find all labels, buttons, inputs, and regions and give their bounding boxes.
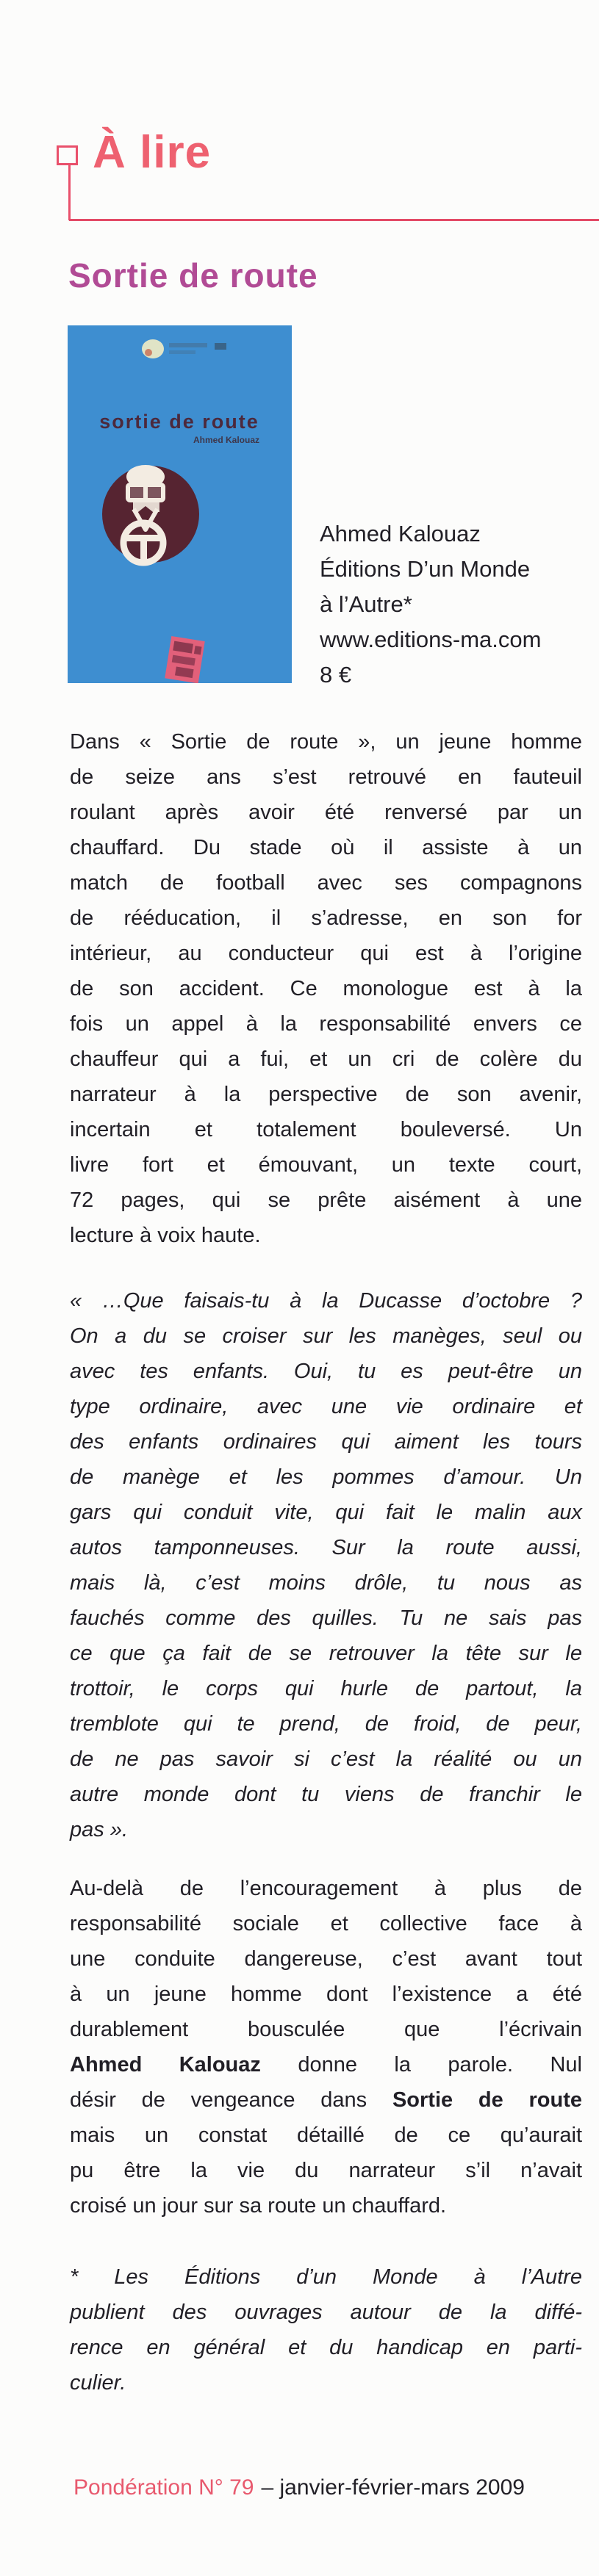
text-line: une conduite dangereuse, c’est avant tout — [70, 1947, 582, 1971]
book-cover-art — [68, 325, 292, 683]
text-line: durablement bousculée que l’écrivain — [70, 2018, 582, 2041]
text-line: * Les Éditions d’un Monde à l’Autre — [70, 2265, 582, 2289]
text-line: ce que ça fait de se retrouver la tête sur le — [70, 1642, 582, 1665]
text-line: de seize ans s’est retrouvé en fauteuil — [70, 765, 582, 789]
book-price: 8 € — [320, 662, 352, 688]
text-line: type ordinaire, avec une vie ordinaire et — [70, 1395, 582, 1418]
text-line: gars qui conduit vite, qui fait le malin aux — [70, 1501, 582, 1524]
paragraph-4 — [70, 2259, 582, 2400]
section-rule — [69, 219, 599, 221]
text-line: lecture à voix haute. — [70, 1224, 261, 1247]
book-author: Ahmed Kalouaz — [320, 521, 481, 546]
book-cover — [68, 325, 292, 683]
text-line — [70, 2082, 582, 2118]
text-line: mais un constat détaillé de ce qu’aurait — [70, 2124, 582, 2147]
text-line: livre fort et émouvant, un texte court, — [70, 1153, 582, 1177]
section-marker-line — [68, 163, 71, 220]
text-line: match de football avec ses compagnons — [70, 871, 582, 895]
text: désir de vengeance dans — [70, 2088, 392, 2112]
text-line: rence en général et du handicap en parti- — [70, 2336, 582, 2359]
section-marker-square-icon — [57, 145, 78, 165]
cover-figure-icon — [102, 465, 199, 563]
paragraph-2 — [70, 1283, 582, 1847]
footer-date: – janvier-février-mars 2009 — [261, 2475, 525, 2500]
text-line: On a du se croiser sur les manèges, seul ou — [70, 1324, 582, 1348]
text-line: chauffeur qui a fui, et un cri de colère du — [70, 1047, 582, 1071]
text-line: pu être la vie du narrateur s’il n’avait — [70, 2159, 582, 2182]
text-line: de rééducation, il s’adresse, en son for — [70, 906, 582, 930]
text-line: responsabilité sociale et collective face à — [70, 1912, 582, 1935]
paragraph-1 — [70, 724, 582, 1253]
book-publisher-line2: à l’Autre* — [320, 591, 412, 617]
text-line: intérieur, au conducteur qui est à l’origine — [70, 942, 582, 965]
text-line: « …Que faisais-tu à la Ducasse d’octobre ? — [70, 1289, 582, 1313]
text-line: 72 pages, qui se prête aisément à une — [70, 1188, 582, 1212]
text-line: Dans « Sortie de route », un jeune homme — [70, 730, 582, 754]
text-line: de son accident. Ce monologue est à la — [70, 977, 582, 1000]
text-line: culier. — [70, 2371, 126, 2395]
price-stamp — [165, 636, 205, 683]
text-line: fauchés comme des quilles. Tu ne sais pas — [70, 1606, 582, 1630]
text-line: autos tamponneuses. Sur la route aussi, — [70, 1536, 582, 1559]
bold-text: Ahmed Kalouaz — [70, 2053, 261, 2077]
book-publisher-line1: Éditions D’un Monde — [320, 556, 531, 582]
text-line: incertain et totalement bouleversé. Un — [70, 1118, 582, 1141]
text-line: tremblote qui te prend, de froid, de peur, — [70, 1712, 582, 1736]
bold-text: Sortie de route — [392, 2088, 582, 2112]
article-body — [70, 724, 582, 2400]
text-line: pas ». — [70, 1818, 128, 1841]
text-line: à un jeune homme dont l’existence a été — [70, 1982, 582, 2006]
text: donne la parole. Nul — [260, 2053, 582, 2077]
article-title: Sortie de route — [68, 256, 318, 295]
footer-journal-issue: Pondération N° 79 — [73, 2475, 254, 2500]
text-line: chauffard. Du stade où il assiste à un — [70, 836, 582, 859]
page-footer — [73, 2475, 525, 2500]
text-line: croisé un jour sur sa route un chauffard. — [70, 2194, 447, 2218]
text-line: roulant après avoir été renversé par un — [70, 801, 582, 824]
text-line — [70, 2047, 582, 2082]
text-line: de manège et les pommes d’amour. Un — [70, 1465, 582, 1489]
text-line: de ne pas savoir si c’est la réalité ou un — [70, 1747, 582, 1771]
book-publisher-url: www.editions-ma.com — [320, 627, 542, 652]
book-info — [320, 516, 584, 693]
text-line: publient des ouvrages autour de la diffé- — [70, 2301, 582, 2324]
text-line: Au-delà de l’encouragement à plus de — [70, 1877, 582, 1900]
text-line: autre monde dont tu viens de franchir le — [70, 1783, 582, 1806]
section-heading: À lire — [93, 127, 212, 178]
text-line: trottoir, le corps qui hurle de partout, la — [70, 1677, 582, 1700]
text-line: avec tes enfants. Oui, tu es peut-être un — [70, 1360, 582, 1383]
text-line: fois un appel à la responsabilité envers ce — [70, 1012, 582, 1036]
paragraph-3 — [70, 1871, 582, 2223]
text-line: narrateur à la perspective de son avenir, — [70, 1083, 582, 1106]
cover-title-text: sortie de route — [99, 411, 259, 433]
text-line: mais là, c’est moins drôle, tu nous as — [70, 1571, 582, 1595]
cover-author-text: Ahmed Kalouaz — [193, 435, 260, 445]
text-line: des enfants ordinaires qui aiment les tours — [70, 1430, 582, 1454]
